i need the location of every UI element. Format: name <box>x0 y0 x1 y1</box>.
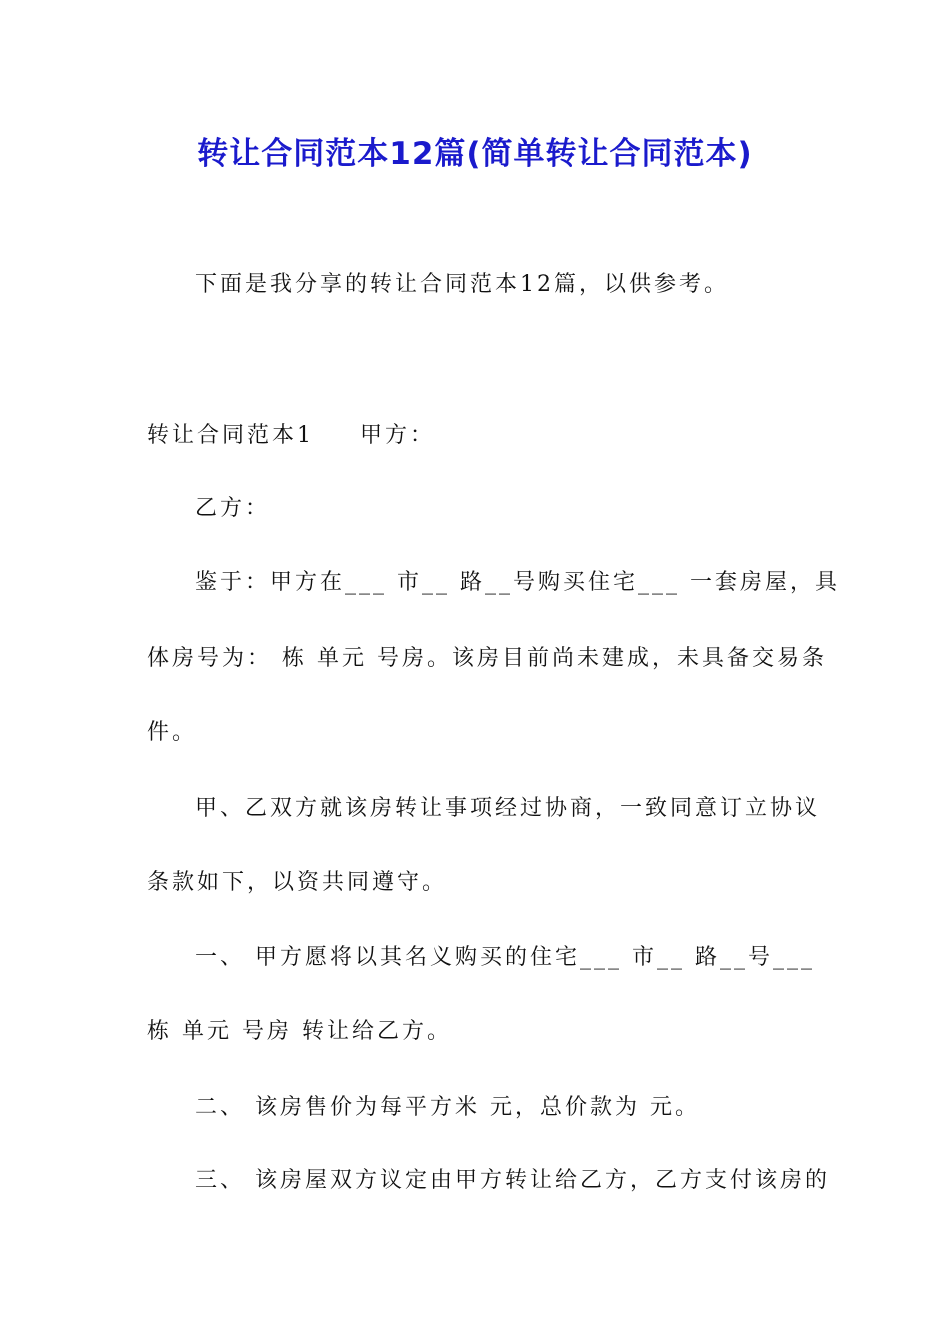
clause-1-line-1: 一、 甲方愿将以其名义购买的住宅___ 市__ 路__号___ <box>195 945 815 970</box>
party-b-label: 乙方： <box>195 496 271 521</box>
section-heading: 转让合同范本1 <box>147 423 314 448</box>
body-line-3: 件。 <box>147 720 198 745</box>
document-title: 转让合同范本12篇(简单转让合同范本) <box>197 136 753 172</box>
clause-2: 二、 该房售价为每平方米 元，总价款为 元。 <box>195 1095 700 1120</box>
body-line-1: 鉴于：甲方在___ 市__ 路__号购买住宅___ 一套房屋，具 <box>195 570 840 595</box>
clause-3: 三、 该房屋双方议定由甲方转让给乙方，乙方支付该房的 <box>195 1168 830 1193</box>
clause-1-line-2: 栋 单元 号房 转让给乙方。 <box>147 1019 452 1044</box>
intro-paragraph: 下面是我分享的转让合同范本12篇，以供参考。 <box>195 272 729 297</box>
body-line-2: 体房号为： 栋 单元 号房。该房目前尚未建成，未具备交易条 <box>147 646 827 671</box>
body-line-5: 条款如下，以资共同遵守。 <box>147 870 448 895</box>
party-a-label: 甲方： <box>360 423 436 448</box>
section-heading-line <box>147 421 435 451</box>
body-line-4: 甲、乙双方就该房转让事项经过协商，一致同意订立协议 <box>195 796 821 821</box>
